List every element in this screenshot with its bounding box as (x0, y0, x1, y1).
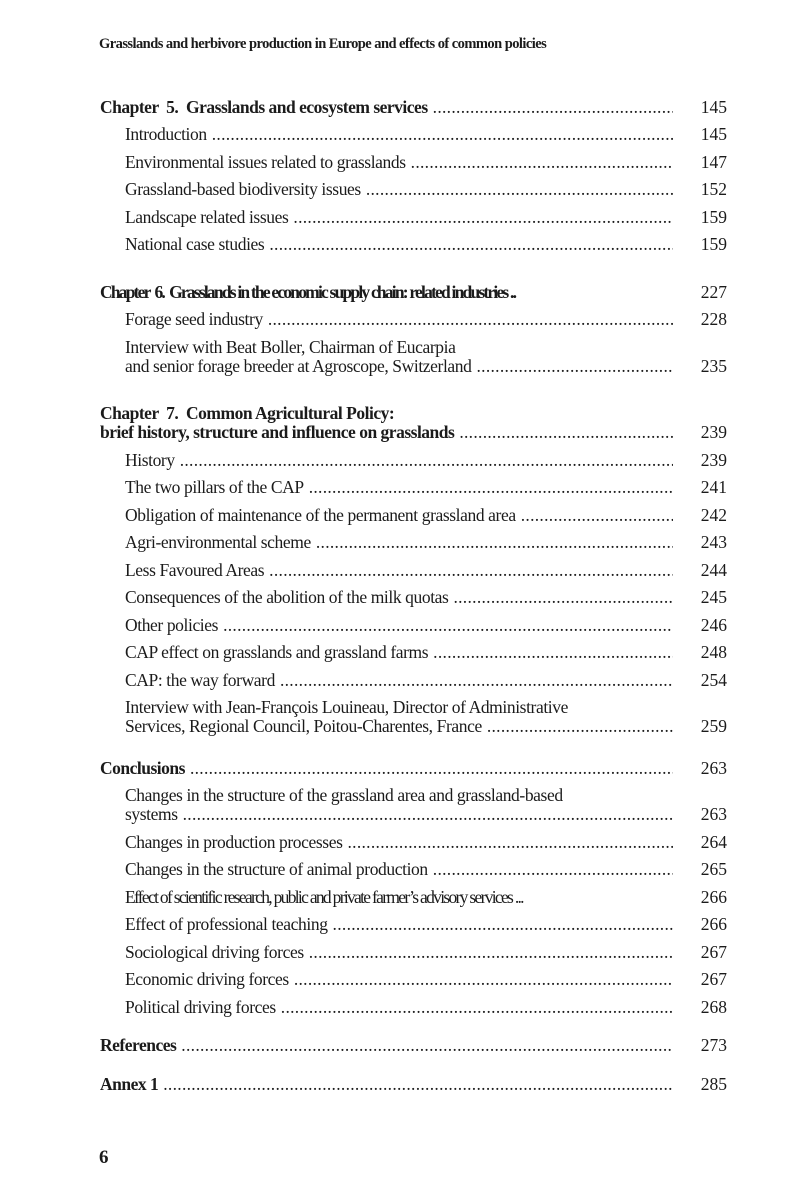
toc-entry-page: 147 (700, 151, 727, 172)
running-head: Grasslands and herbivore production in Europe and effects of common policies (99, 36, 547, 52)
toc-entry-line (125, 643, 727, 662)
toc-group (100, 89, 727, 254)
toc-entry-line (125, 125, 727, 144)
toc-entry-title: Interview with Beat Boller, Chairman of Eucarpia (125, 336, 456, 357)
toc-entry-title: Forage seed industry (125, 309, 263, 329)
toc-entry-title: The two pillars of the CAP (125, 477, 304, 497)
toc-entry (100, 98, 727, 117)
dot-leader (521, 506, 673, 525)
toc-entry-line (125, 998, 727, 1017)
toc-entry-page: 244 (700, 559, 727, 580)
toc-entry-title: Less Favoured Areas (125, 559, 265, 580)
toc-entry-title: and senior forage breeder at Agroscope, Switzerland (125, 355, 472, 376)
toc-entry-title: Effect of scientific research, public and private farmer’s advisory services ... (125, 886, 523, 907)
toc-entry-line (125, 588, 727, 607)
dot-leader (366, 180, 673, 199)
toc-entry-line (125, 357, 727, 376)
toc-entry-page: 263 (700, 804, 727, 824)
toc-entry-title: Chapter 5. Grasslands and ecosystem services (100, 96, 428, 117)
toc-entry-title: Effect of professional teaching (125, 914, 328, 934)
page-number: 6 (99, 1147, 109, 1168)
toc-entry-title: Agri-environmental scheme (125, 532, 311, 552)
dot-leader (183, 805, 673, 824)
toc-entry (125, 943, 727, 962)
dot-leader (294, 970, 673, 989)
dot-leader (433, 98, 673, 117)
toc-entry-page: 246 (700, 614, 727, 635)
toc-entry-page: 265 (700, 859, 727, 879)
toc-entry (125, 698, 727, 736)
toc-entry-page: 266 (700, 886, 727, 907)
toc-entry (100, 1075, 727, 1094)
toc-entry (125, 970, 727, 989)
dot-leader (190, 759, 673, 778)
toc-entry (125, 998, 727, 1017)
toc-group (100, 376, 727, 737)
toc-entry-title: Changes in the structure of animal production (125, 859, 428, 879)
toc-entry-title: CAP: the way forward (125, 669, 275, 690)
toc-entry (100, 1036, 727, 1055)
toc-entry-page: 266 (700, 914, 727, 934)
dot-leader (223, 616, 673, 635)
dot-leader (280, 671, 673, 690)
toc-entry (125, 310, 727, 329)
dot-leader (180, 451, 673, 470)
toc-entry-title: brief history, structure and influence on grasslands (100, 422, 455, 442)
toc-entry-title: Grassland-based biodiversity issues (125, 179, 361, 199)
toc-entry-page: 239 (700, 422, 727, 442)
toc-entry-page: 241 (700, 477, 727, 497)
toc-entry-title: Annex 1 (100, 1073, 159, 1094)
dot-leader (269, 235, 673, 254)
toc-entry (125, 888, 727, 907)
toc-entry-page: 243 (700, 532, 727, 552)
dot-leader (453, 588, 673, 607)
toc-entry (125, 235, 727, 254)
toc-entry (125, 506, 727, 525)
toc-entry-page: 259 (700, 716, 727, 736)
toc-entry-line (125, 805, 727, 824)
toc-entry (125, 180, 727, 199)
toc-entry-title: CAP effect on grasslands and grassland farms (125, 642, 429, 662)
toc-entry-title: Changes in production processes (125, 831, 343, 852)
toc-entry-line (125, 533, 727, 552)
toc-entry-line (125, 506, 727, 525)
toc-entry-line (125, 860, 727, 879)
dot-leader (268, 310, 673, 329)
toc-entry-page: 145 (700, 124, 727, 144)
toc-entry (125, 533, 727, 552)
dot-leader (309, 943, 673, 962)
toc-entry-line (125, 561, 727, 580)
toc-entry-line (100, 1036, 727, 1055)
toc-entry-line (100, 759, 727, 778)
toc-entry-page: 245 (700, 587, 727, 607)
dot-leader (281, 998, 673, 1017)
toc-group (100, 1055, 727, 1094)
toc-entry-page: 263 (700, 757, 727, 778)
toc-entry-page: 264 (700, 831, 727, 852)
toc-entry-line (100, 1075, 727, 1094)
toc-entry (125, 561, 727, 580)
toc-entry-line (125, 235, 727, 254)
toc-entry-line (125, 943, 727, 962)
toc-entry-page: 159 (700, 206, 727, 227)
toc-entry (125, 208, 727, 227)
toc-entry-line (100, 423, 727, 442)
toc-entry (125, 153, 727, 172)
toc-entry-page: 242 (700, 504, 727, 525)
toc-entry-title: systems (125, 804, 178, 824)
toc-entry-page: 235 (700, 355, 727, 376)
toc-entry-line (125, 970, 727, 989)
toc-entry-title: Chapter 7. Common Agricultural Policy: (100, 403, 395, 423)
dot-leader (293, 208, 673, 227)
toc-entry-page: 239 (700, 449, 727, 470)
toc-entry-title: References (100, 1035, 177, 1055)
dot-leader (309, 478, 673, 497)
dot-leader (487, 717, 673, 736)
toc-entry-page: 285 (700, 1073, 727, 1094)
toc-entry-line (125, 616, 727, 635)
toc-entry (125, 588, 727, 607)
toc-entry-line (100, 283, 727, 302)
toc-entry-line (125, 717, 727, 736)
toc-entry (100, 404, 727, 442)
toc-entry-page: 152 (700, 179, 727, 199)
dot-leader (459, 423, 673, 442)
toc-entry-title: Consequences of the abolition of the milk quotas (125, 587, 449, 607)
toc-entry-line (125, 153, 727, 172)
toc-entry-line (125, 310, 727, 329)
toc-group (100, 254, 727, 376)
toc-entry-line (125, 786, 727, 805)
dot-leader (333, 915, 673, 934)
dot-leader (476, 357, 673, 376)
table-of-contents (100, 89, 727, 1094)
toc-entry-line (125, 208, 727, 227)
toc-entry (125, 451, 727, 470)
toc-entry-line (125, 180, 727, 199)
toc-entry-line (125, 833, 727, 852)
toc-entry-line (125, 671, 727, 690)
toc-entry-title: Economic driving forces (125, 969, 289, 989)
toc-entry-title: Other policies (125, 614, 219, 635)
toc-entry-page: 248 (700, 642, 727, 662)
toc-group (100, 1017, 727, 1056)
toc-entry-page: 267 (700, 969, 727, 989)
toc-entry-line (125, 698, 727, 717)
toc-entry-title: Landscape related issues (125, 206, 289, 227)
toc-entry-title: Services, Regional Council, Poitou-Charentes, France (125, 716, 482, 736)
toc-entry-title: Changes in the structure of the grassland area and grassland-based (125, 785, 563, 805)
dot-leader (316, 533, 673, 552)
toc-entry-title: Sociological driving forces (125, 941, 304, 962)
dot-leader (433, 643, 673, 662)
toc-entry-line (125, 915, 727, 934)
dot-leader (163, 1075, 673, 1094)
toc-entry-title: Chapter 6. Grasslands in the economic supply chain: related industries .. (100, 281, 516, 302)
toc-entry (125, 860, 727, 879)
toc-entry-page: 268 (700, 996, 727, 1017)
toc-entry (125, 338, 727, 376)
toc-entry (125, 833, 727, 852)
toc-entry-title: Environmental issues related to grasslands (125, 151, 406, 172)
toc-entry-page: 159 (700, 234, 727, 254)
dot-leader (212, 125, 673, 144)
toc-entry-title: History (125, 449, 175, 470)
toc-entry-page: 267 (700, 941, 727, 962)
toc-entry (125, 671, 727, 690)
toc-entry-page: 228 (700, 309, 727, 329)
dot-leader (269, 561, 673, 580)
toc-entry (125, 786, 727, 824)
toc-entry-title: Interview with Jean-François Louineau, Director of Administrative (125, 697, 568, 717)
toc-group (100, 736, 727, 1017)
toc-entry (125, 125, 727, 144)
toc-entry-title: Introduction (125, 124, 207, 144)
toc-entry-page: 227 (700, 281, 727, 302)
toc-entry (100, 283, 727, 302)
toc-entry-title: Conclusions (100, 757, 185, 778)
toc-entry (125, 643, 727, 662)
dot-leader (411, 153, 673, 172)
toc-entry (125, 616, 727, 635)
toc-entry-line (125, 338, 727, 357)
toc-entry-line (125, 478, 727, 497)
toc-entry-title: National case studies (125, 234, 265, 254)
toc-entry-line (100, 98, 727, 117)
dot-leader (347, 833, 673, 852)
toc-entry-page: 273 (700, 1035, 727, 1055)
toc-entry-title: Obligation of maintenance of the permanent grassland area (125, 504, 516, 525)
toc-entry-line (125, 451, 727, 470)
toc-entry (100, 759, 727, 778)
dot-leader (181, 1036, 673, 1055)
toc-entry-page: 145 (700, 96, 727, 117)
toc-entry (125, 478, 727, 497)
toc-entry-line (100, 404, 727, 423)
toc-entry-page: 254 (700, 669, 727, 690)
toc-entry (125, 915, 727, 934)
toc-entry-line (125, 888, 727, 907)
dot-leader (433, 860, 673, 879)
toc-entry-title: Political driving forces (125, 996, 276, 1017)
